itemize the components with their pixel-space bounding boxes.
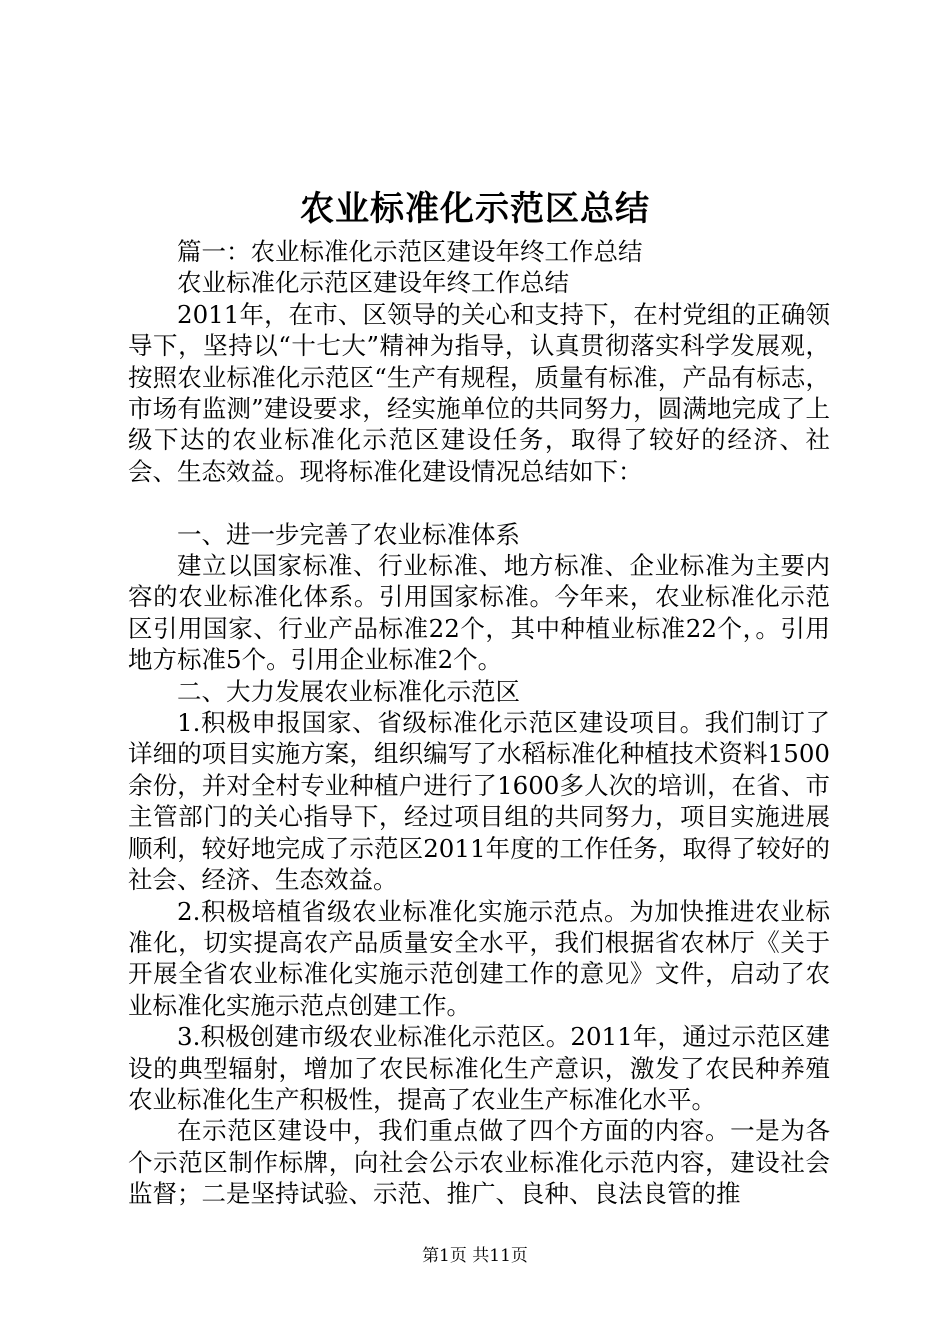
paragraph: 2011年，在市、区领导的关心和支持下，在村党组的正确领导下，坚持以“十七大”精神为指导，认真贯彻落实科学发展观，按照农业标准化示范区“生产有规程，质量有标准，产品有标志，市场有监测”建设要求，经实施单位的共同努力，圆满地完成了上级下达的农业标准化示范区建设任务，取得了较好的经济、社会、生态效益。现将标准化建设情况总结如下： <box>128 299 830 486</box>
paragraph: 1.积极申报国家、省级标准化示范区建设项目。我们制订了详细的项目实施方案，组织编写了水稻标准化种植技术资料1500余份，并对全村专业种植户进行了1600多人次的培训，在省、市主管部门的关心指导下，经过项目组的共同努力，项目实施进展顺利，较好地完成了示范区2011年度的工作任务，取得了较好的社会、经济、生态效益。 <box>128 708 830 895</box>
paragraph-spacer <box>128 487 830 518</box>
paragraph: 在示范区建设中，我们重点做了四个方面的内容。一是为各个示范区制作标牌，向社会公示农业标准化示范内容，建设社会监督；二是坚持试验、示范、推广、良种、良法良管的推 <box>128 1116 830 1209</box>
section-subheading: 农业标准化示范区建设年终工作总结 <box>177 268 569 298</box>
document-body <box>128 236 830 1210</box>
paragraph: 3.积极创建市级农业标准化示范区。2011年，通过示范区建设的典型辐射，增加了农民标准化生产意识，激发了农民种养殖农业标准化生产积极性，提高了农业生产标准化水平。 <box>128 1022 830 1114</box>
document-title: 农业标准化示范区总结 <box>300 189 650 229</box>
page-footer: 第1页 共11页 <box>422 1246 528 1266</box>
section-heading: 二、大力发展农业标准化示范区 <box>177 676 520 706</box>
paragraph: 2.积极培植省级农业标准化实施示范点。为加快推进农业标准化，切实提高农产品质量安全水平，我们根据省农林厅《关于开展全省农业标准化实施示范创建工作的意见》文件，启动了农业标准化实施示范点创建工作。 <box>128 896 830 1020</box>
paragraph: 建立以国家标准、行业标准、地方标准、企业标准为主要内容的农业标准化体系。引用国家标准。今年来，农业标准化示范区引用国家、行业产品标准22个，其中种植业标准22个，。引用地方标准5个。引用企业标准2个。 <box>128 551 830 675</box>
section-heading: 一、进一步完善了农业标准体系 <box>177 519 520 549</box>
section-heading: 篇一：农业标准化示范区建设年终工作总结 <box>177 237 643 266</box>
